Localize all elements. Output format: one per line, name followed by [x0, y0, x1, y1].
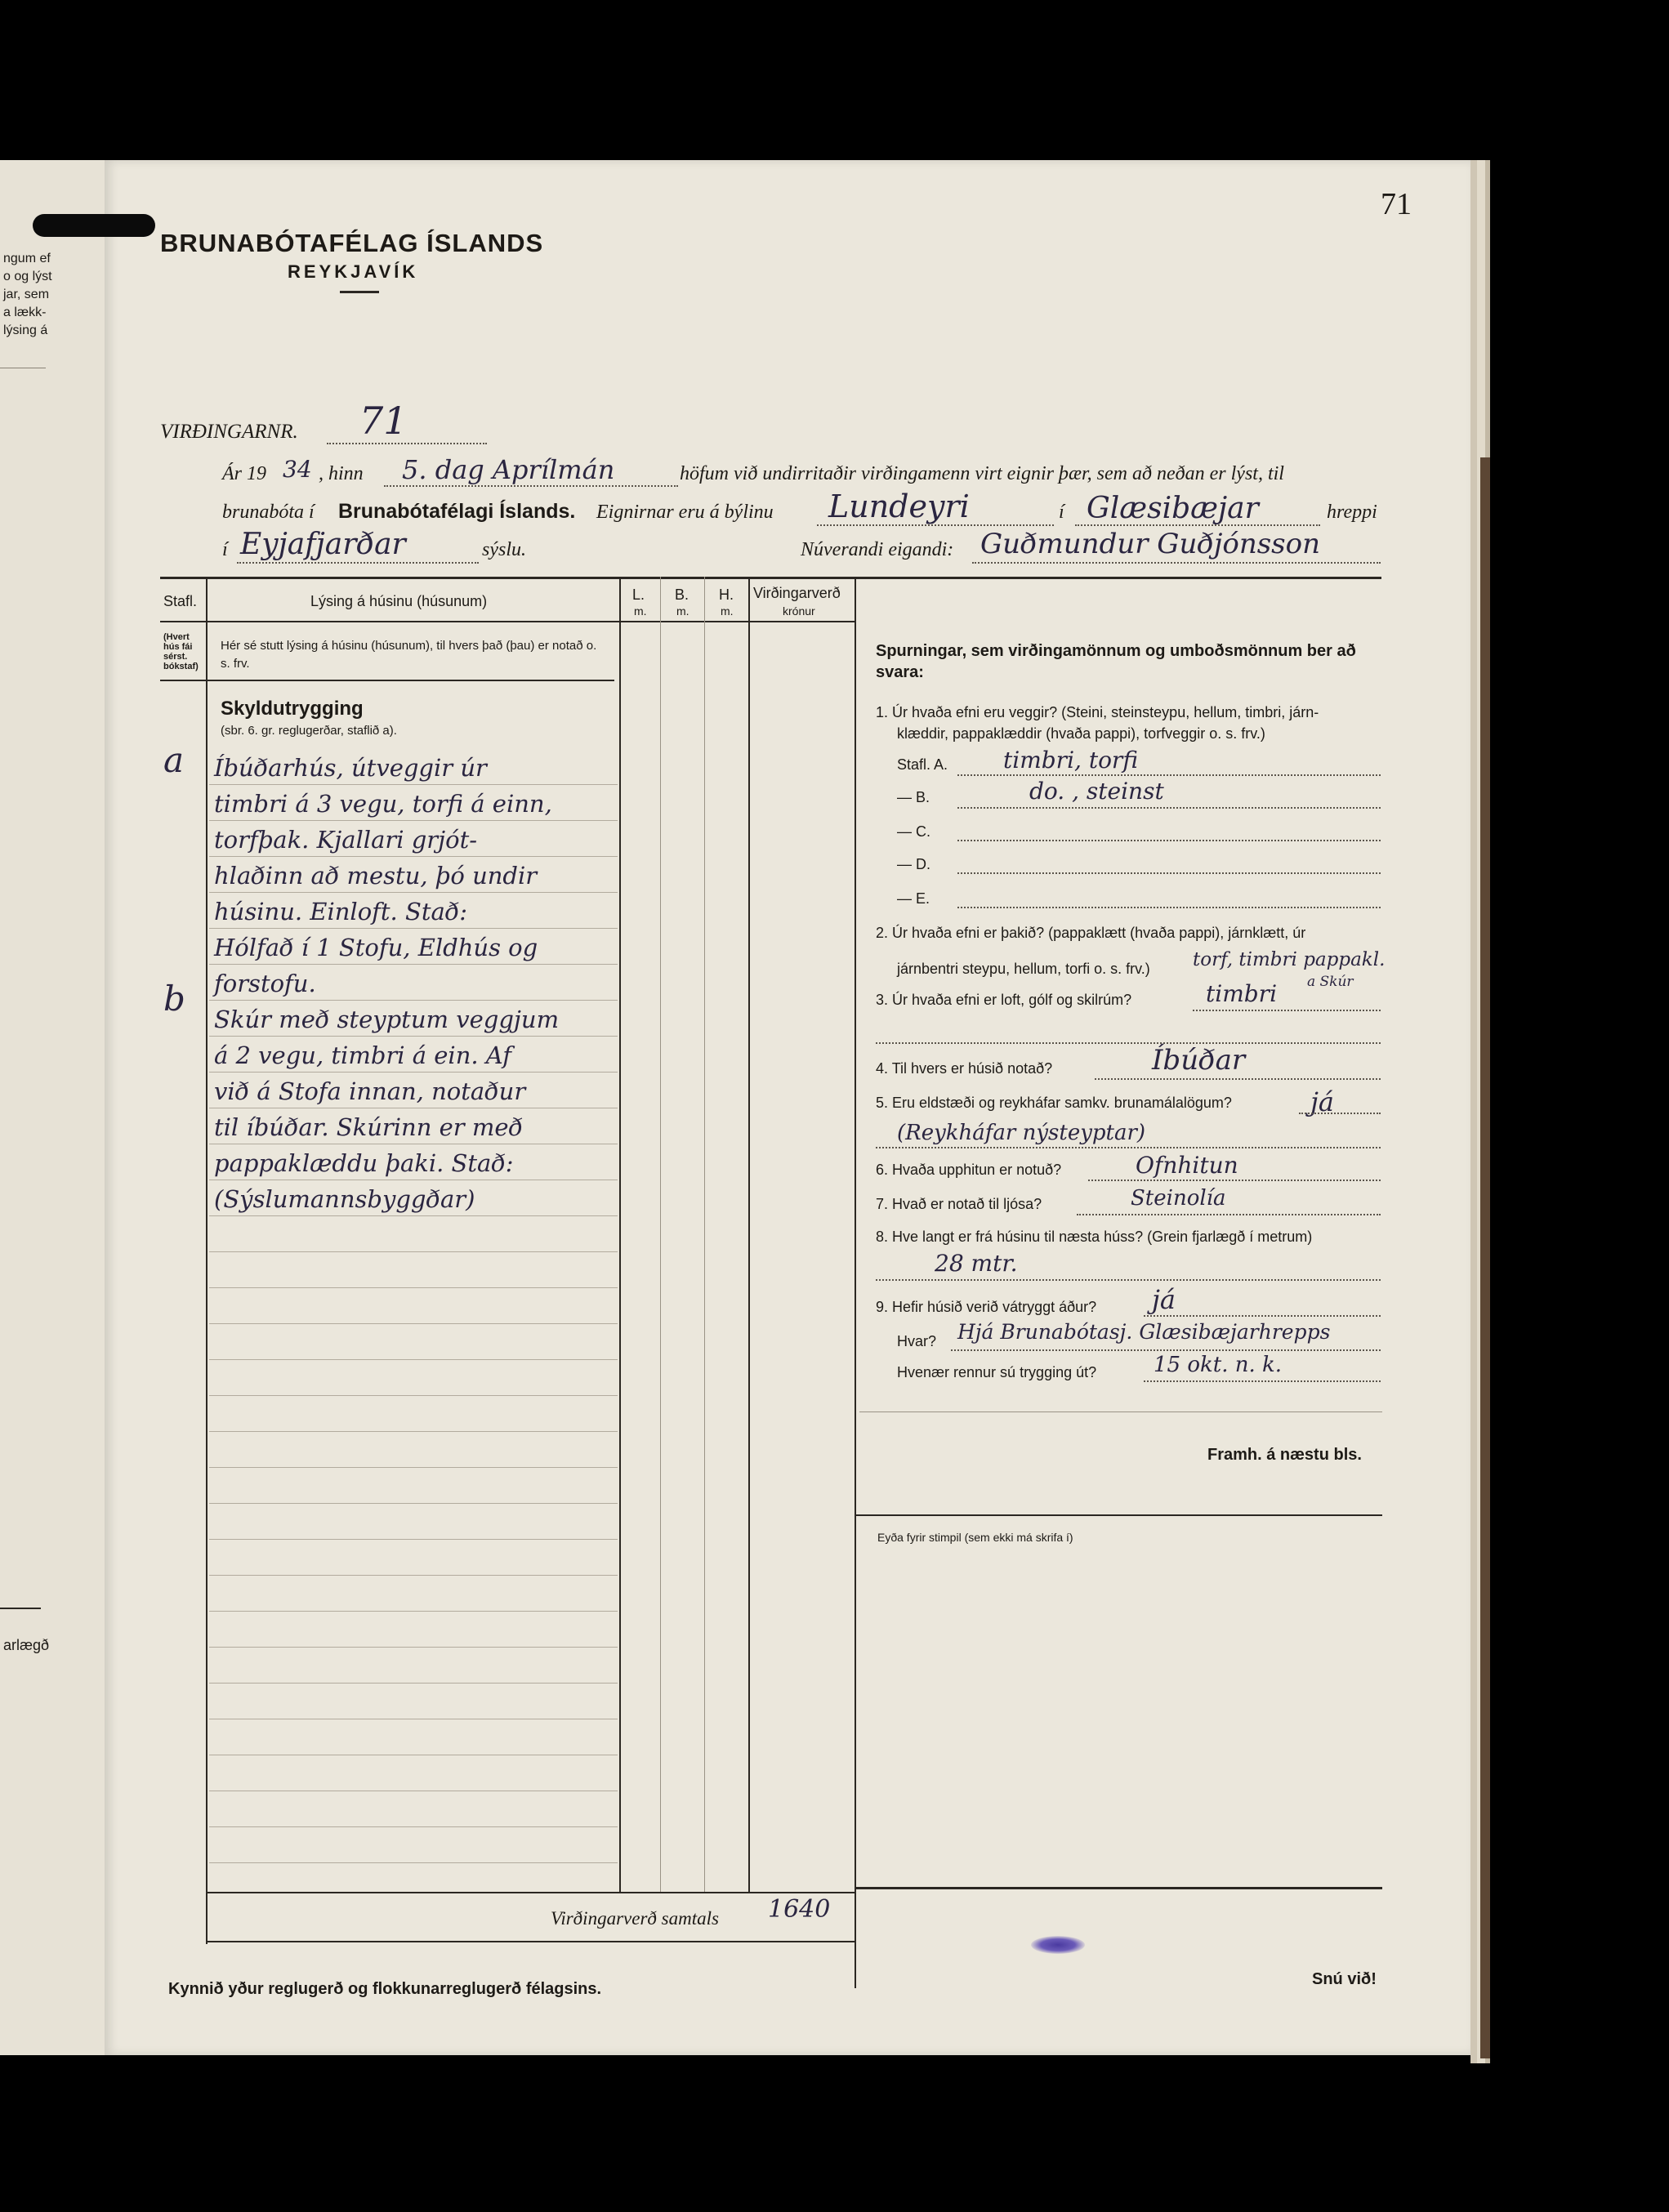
org-city: REYKJAVÍK	[288, 261, 419, 282]
description-line: forstofu.	[214, 970, 316, 997]
line3-prefix: í	[222, 539, 228, 560]
q2-answer: torf, timbri pappakl.	[1193, 949, 1386, 970]
question-1b: klæddir, pappaklæddir (hvaða pappi), torfveggir o. s. frv.)	[897, 725, 1265, 742]
stafl-E-label: — E.	[897, 890, 930, 907]
question-9: 9. Hefir húsið verið vátryggt áður?	[876, 1299, 1097, 1315]
line2-prefix: brunabóta í	[222, 502, 315, 523]
owner-label: Núverandi eigandi:	[801, 539, 954, 560]
left-fragment: jar, sem	[3, 288, 50, 301]
hinn-label: , hinn	[319, 463, 364, 484]
line2-mid: Eignirnar eru á býlinu	[596, 502, 774, 523]
left-page-edge	[0, 160, 106, 2055]
question-5: 5. Eru eldstæði og reykháfar samkv. brunamálalögum?	[876, 1095, 1232, 1111]
footer-left: Kynnið yður reglugerð og flokkunarreglugerð félagsins.	[168, 1980, 602, 1998]
description-entries	[214, 750, 618, 1217]
stamp-area-note: Eyða fyrir stimpil (sem ekki má skrifa í)	[877, 1531, 1073, 1544]
framh-note: Framh. á næstu bls.	[1207, 1446, 1362, 1464]
description-line: (Sýslumannsbyggðar)	[214, 1185, 475, 1213]
q7-answer: Steinolía	[1131, 1186, 1226, 1211]
left-bottom-fragment: arlægð	[3, 1637, 50, 1653]
hvar-label: Hvar?	[897, 1333, 937, 1349]
question-8: 8. Hve langt er frá húsinu til næsta húss? (Grein fjarlægð í metrum)	[876, 1229, 1313, 1245]
left-fragment: ngum ef	[3, 252, 51, 265]
question-1: 1. Úr hvaða efni eru veggir? (Steini, steinsteypu, hellum, timbri, járn-	[876, 704, 1319, 720]
question-4: 4. Til hvers er húsið notað?	[876, 1060, 1053, 1077]
stafl-A-value: timbri, torfi	[1003, 747, 1138, 774]
left-fragment: lýsing á	[3, 323, 48, 337]
page-number: 71	[1381, 187, 1412, 221]
ar-value: 34	[283, 456, 312, 483]
description-line: á 2 vegu, timbri á ein. Af	[214, 1041, 511, 1069]
question-2b: járnbentri steypu, hellum, torfi o. s. frv.)	[897, 961, 1150, 977]
q4-answer: Íbúðar	[1152, 1044, 1246, 1077]
hreppur-value: Glæsibæjar	[1087, 492, 1259, 525]
q3-answer: timbri	[1206, 980, 1278, 1007]
left-fragment: a lækk-	[3, 305, 47, 319]
hvenaer-label: Hvenær rennur sú trygging út?	[897, 1364, 1097, 1380]
question-2: 2. Úr hvaða efni er þakið? (pappaklætt (hvaða pappi), járnklætt, úr	[876, 925, 1306, 941]
stafl-B-label: — B.	[897, 789, 930, 805]
q9-answer: já	[1152, 1284, 1176, 1315]
date-value: 5. dag Aprílmán	[402, 454, 615, 485]
binding-thread	[33, 214, 155, 237]
col-lysing: Lýsing á húsinu (húsunum)	[310, 593, 488, 609]
description-line: við á Stofa innan, notaður	[214, 1077, 526, 1105]
col-L: L.	[632, 586, 645, 603]
ar-label: Ár 19	[222, 463, 266, 484]
question-3: 3. Úr hvaða efni er loft, gólf og skilrúm?	[876, 992, 1132, 1008]
q5-answer: já	[1310, 1086, 1334, 1117]
description-line: Hólfað í 1 Stofu, Eldhús og	[214, 934, 538, 961]
total-value: 1640	[768, 1895, 831, 1924]
org-title: BRUNABÓTAFÉLAG ÍSLANDS	[160, 229, 544, 257]
questions-intro: Spurningar, sem virðingamönnum og umboðsmönnum ber að svara:	[876, 642, 1356, 681]
col-stafl: Stafl.	[163, 593, 198, 609]
col-B: B.	[675, 586, 689, 603]
hvenaer-answer: 15 okt. n. k.	[1154, 1353, 1283, 1377]
virdingarnr-value: 71	[359, 399, 408, 443]
col-L-unit: m.	[634, 604, 647, 618]
stafl-B-value: do. , steinst	[1029, 778, 1164, 805]
q2-answer-note: a Skúr	[1307, 974, 1354, 990]
description-line: torfþak. Kjallari grjót-	[214, 826, 478, 854]
col-virdingarverd: Virðingarverð	[753, 585, 841, 601]
intro-line1: höfum við undirritaðir virðingamenn virt eignir þær, sem að neðan er lýst, til	[680, 463, 1284, 484]
col-H-unit: m.	[721, 604, 734, 618]
hvar-answer: Hjá Brunabótasj. Glæsibæjarhrepps	[957, 1320, 1331, 1344]
section-title: Skyldutrygging	[221, 698, 364, 720]
i-label: í	[1059, 502, 1064, 523]
total-label: Virðingarverð samtals	[551, 1908, 719, 1929]
question-6: 6. Hvaða upphitun er notuð?	[876, 1162, 1062, 1178]
description-line: hlaðinn að mestu, þó undir	[214, 862, 538, 890]
stafl-note: (Hvert hús fái sérst. bókstaf)	[163, 632, 199, 671]
question-7: 7. Hvað er notað til ljósa?	[876, 1196, 1042, 1212]
q8-answer: 28 mtr.	[935, 1250, 1018, 1277]
sysla-value: Eyjafjarðar	[240, 528, 406, 561]
hreppi-label: hreppi	[1327, 502, 1377, 523]
col-B-unit: m.	[676, 604, 689, 618]
left-fragment: o og lýst	[3, 270, 52, 283]
stafl-letter-a: a	[163, 740, 185, 780]
stafl-letter-b: b	[163, 979, 185, 1019]
stafl-D-label: — D.	[897, 856, 931, 872]
col-H: H.	[719, 586, 734, 603]
description-line: Skúr með steyptum veggjum	[214, 1006, 560, 1033]
q5-note: (Reykháfar nýsteyptar)	[897, 1121, 1146, 1145]
owner-value: Guðmundur Guðjónsson	[980, 528, 1320, 560]
virdingarnr-label: VIRÐINGARNR.	[160, 421, 298, 443]
footer-right: Snú við!	[1312, 1970, 1377, 1988]
line2-org: Brunabótafélagi Íslands.	[338, 500, 576, 523]
description-line: til íbúðar. Skúrinn er með	[214, 1113, 523, 1141]
stafl-A-label: Stafl. A.	[897, 756, 948, 773]
farm-value: Lundeyri	[828, 488, 970, 524]
description-line: timbri á 3 vegu, torfi á einn,	[214, 790, 552, 818]
section-sub: (sbr. 6. gr. reglugerðar, staflið a).	[221, 724, 397, 738]
lysing-note: Hér sé stutt lýsing á húsinu (húsunum), til hvers það (þau) er notað o. s. frv.	[221, 639, 597, 671]
col-kronur: krónur	[783, 604, 815, 618]
description-line: húsinu. Einloft. Stað:	[214, 898, 468, 925]
stafl-C-label: — C.	[897, 823, 931, 840]
ink-stamp	[1031, 1936, 1085, 1954]
description-line: Íbúðarhús, útveggir úr	[214, 754, 487, 782]
q6-answer: Ofnhitun	[1136, 1152, 1238, 1179]
sysla-label: sýslu.	[482, 539, 526, 560]
description-line: pappaklæddu þaki. Stað:	[214, 1149, 514, 1177]
